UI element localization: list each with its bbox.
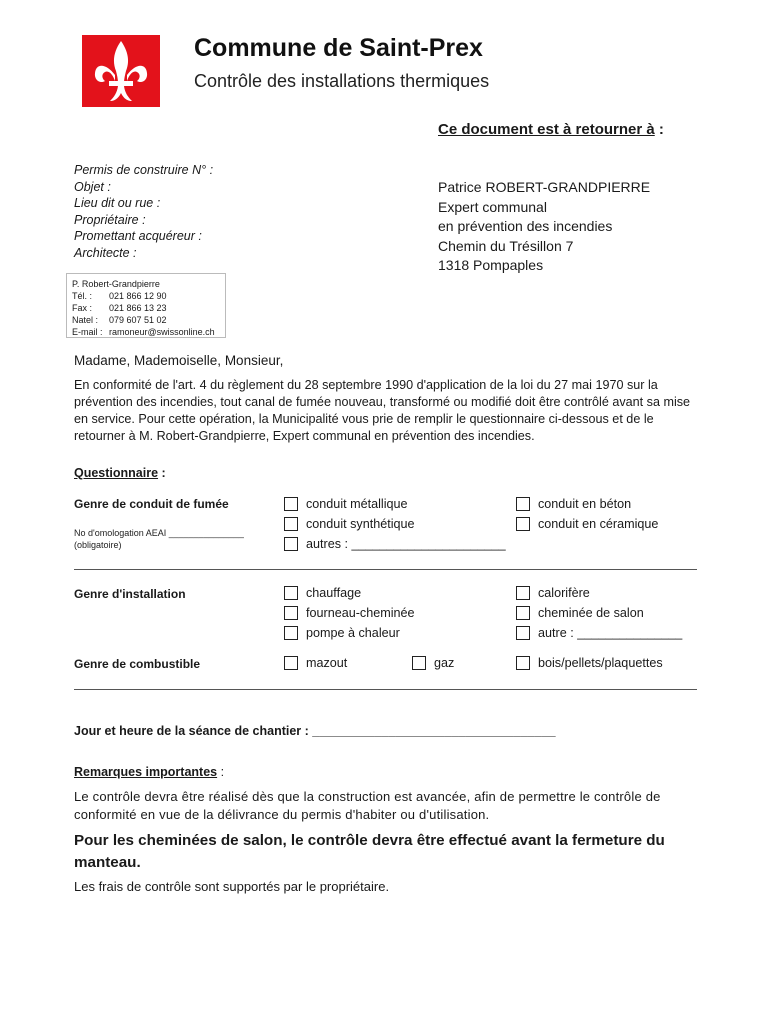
homologation-required: (obligatoire) bbox=[74, 540, 122, 550]
page-subtitle: Contrôle des installations thermiques bbox=[194, 71, 490, 91]
homologation-field: No d'omologation AEAI _______________ bbox=[74, 528, 244, 538]
checkbox-label: conduit en béton bbox=[538, 497, 632, 511]
checkbox-box[interactable] bbox=[516, 497, 530, 511]
remarques-text: Le contrôle devra être réalisé dès que la construction est avancée, afin de permettre le contrôle de conformité en vue de la délivrance du permis d'habiter ou d'utilisation. bbox=[74, 789, 661, 822]
meta-permis: Permis de construire N° : bbox=[74, 163, 214, 177]
meta-promettant: Promettant acquéreur : bbox=[74, 229, 202, 243]
checkbox-box[interactable] bbox=[516, 626, 530, 640]
checkbox-calorifere[interactable] bbox=[516, 583, 682, 603]
checkbox-label: mazout bbox=[306, 656, 348, 670]
checkbox-conduit-ceramique[interactable] bbox=[516, 514, 658, 534]
divider bbox=[74, 569, 697, 570]
contact-value: ramoneur@swissonline.ch bbox=[109, 327, 215, 337]
checkbox-box[interactable] bbox=[516, 586, 530, 600]
checkbox-label: fourneau-cheminée bbox=[306, 606, 415, 620]
checkbox-label: bois/pellets/plaquettes bbox=[538, 656, 663, 670]
checkbox-bois[interactable] bbox=[516, 653, 663, 673]
combustible-label: Genre de combustible bbox=[74, 657, 201, 671]
meta-architecte: Architecte : bbox=[74, 245, 137, 260]
return-heading bbox=[438, 121, 664, 138]
meta-objet: Objet : bbox=[74, 179, 111, 194]
checkbox-box[interactable] bbox=[516, 656, 530, 670]
checkbox-box[interactable] bbox=[284, 606, 298, 620]
conduit-label: Genre de conduit de fumée bbox=[74, 497, 229, 511]
intro-paragraph: En conformité de l'art. 4 du règlement du 28 septembre 1990 d'application de la loi du 27 mai 1970 sur la prévention des incendies, tout canal de fumée nouveau, transformé ou modifié doit être contrôlé avant sa mise en service. Pour cette opération, la Municipalité vous prie de remplir le questionnaire ci-dessous et de le retourner à M. Robert-Grandpierre, Expert communal en prévention des incendies. bbox=[74, 378, 691, 443]
address-line: en prévention des incendies bbox=[438, 218, 613, 234]
checkbox-label: pompe à chaleur bbox=[306, 626, 400, 640]
checkbox-box[interactable] bbox=[284, 537, 298, 551]
checkbox-pompe-a-chaleur[interactable] bbox=[284, 623, 415, 643]
questionnaire-heading-text: Questionnaire bbox=[74, 466, 159, 480]
checkbox-cheminee-de-salon[interactable] bbox=[516, 603, 682, 623]
contact-card bbox=[66, 273, 226, 338]
conduit-options-col1 bbox=[284, 494, 506, 554]
checkbox-fourneau-cheminee[interactable] bbox=[284, 603, 415, 623]
checkbox-conduit-autres[interactable] bbox=[284, 534, 506, 554]
address-line: Patrice ROBERT-GRANDPIERRE bbox=[438, 179, 651, 195]
greeting: Madame, Mademoiselle, Monsieur, bbox=[74, 353, 284, 368]
checkbox-box[interactable] bbox=[516, 517, 530, 531]
checkbox-box[interactable] bbox=[516, 606, 530, 620]
checkbox-label: chauffage bbox=[306, 586, 362, 600]
checkbox-conduit-beton[interactable] bbox=[516, 494, 658, 514]
questionnaire-heading bbox=[74, 466, 166, 480]
contact-value: 021 866 13 23 bbox=[109, 303, 167, 313]
remarques-heading bbox=[74, 765, 224, 779]
address-line: Chemin du Trésillon 7 bbox=[438, 237, 574, 254]
contact-value: 021 866 12 90 bbox=[109, 291, 167, 301]
checkbox-box[interactable] bbox=[284, 497, 298, 511]
checkbox-conduit-metallique[interactable] bbox=[284, 494, 506, 514]
fleur-de-lis-icon bbox=[82, 35, 160, 107]
address-line: Expert communal bbox=[438, 198, 547, 215]
address-line: 1318 Pompaples bbox=[438, 257, 544, 273]
contact-key: Tél. : bbox=[72, 291, 93, 301]
checkbox-conduit-synthetique[interactable] bbox=[284, 514, 506, 534]
checkbox-label: gaz bbox=[434, 656, 455, 670]
remarques-heading-text: Remarques importantes bbox=[74, 765, 218, 779]
chantier-date-field[interactable]: Jour et heure de la séance de chantier : ___________________________________ bbox=[74, 724, 556, 738]
checkbox-box[interactable] bbox=[284, 626, 298, 640]
contact-row bbox=[72, 314, 220, 326]
contact-value: 079 607 51 02 bbox=[109, 315, 167, 325]
return-address bbox=[438, 178, 650, 276]
questionnaire-heading-colon: : bbox=[158, 466, 166, 480]
checkbox-box[interactable] bbox=[284, 656, 298, 670]
checkbox-label: autres : ______________________ bbox=[306, 537, 506, 551]
checkbox-autre-installation[interactable] bbox=[516, 623, 682, 643]
contact-name: P. Robert-Grandpierre bbox=[72, 279, 160, 289]
checkbox-box[interactable] bbox=[412, 656, 426, 670]
installation-label: Genre d'installation bbox=[74, 587, 186, 601]
meta-fields bbox=[74, 162, 213, 261]
contact-row bbox=[72, 290, 220, 302]
page-title: Commune de Saint-Prex bbox=[194, 34, 483, 62]
contact-row bbox=[72, 326, 220, 338]
contact-row bbox=[72, 302, 220, 314]
checkbox-box[interactable] bbox=[284, 517, 298, 531]
meta-lieu: Lieu dit ou rue : bbox=[74, 196, 161, 210]
contact-key: Fax : bbox=[72, 303, 93, 313]
checkbox-mazout[interactable] bbox=[284, 653, 347, 673]
installation-options-col2 bbox=[516, 583, 682, 643]
checkbox-label: cheminée de salon bbox=[538, 606, 644, 620]
checkbox-label: conduit métallique bbox=[306, 497, 408, 511]
checkbox-label: conduit en céramique bbox=[538, 517, 659, 531]
return-heading-colon: : bbox=[654, 121, 664, 138]
installation-options-col1 bbox=[284, 583, 415, 643]
cheminee-note: Pour les cheminées de salon, le contrôle devra être effectué avant la fermeture du manteau. bbox=[74, 832, 665, 871]
checkbox-label: autre : _______________ bbox=[538, 626, 683, 640]
contact-key: E-mail : bbox=[72, 327, 103, 337]
return-heading-text: Ce document est à retourner à bbox=[438, 121, 655, 138]
contact-key: Natel : bbox=[72, 315, 99, 325]
conduit-options-col2 bbox=[516, 494, 658, 534]
checkbox-box[interactable] bbox=[284, 586, 298, 600]
commune-logo bbox=[82, 35, 160, 107]
checkbox-chauffage[interactable] bbox=[284, 583, 415, 603]
frais-note: Les frais de contrôle sont supportés par le propriétaire. bbox=[74, 879, 390, 894]
checkbox-gaz[interactable] bbox=[412, 653, 454, 673]
meta-proprietaire: Propriétaire : bbox=[74, 212, 146, 227]
checkbox-label: calorifère bbox=[538, 586, 590, 600]
checkbox-label: conduit synthétique bbox=[306, 517, 415, 531]
remarques-heading-colon: : bbox=[217, 765, 225, 779]
divider bbox=[74, 689, 697, 690]
